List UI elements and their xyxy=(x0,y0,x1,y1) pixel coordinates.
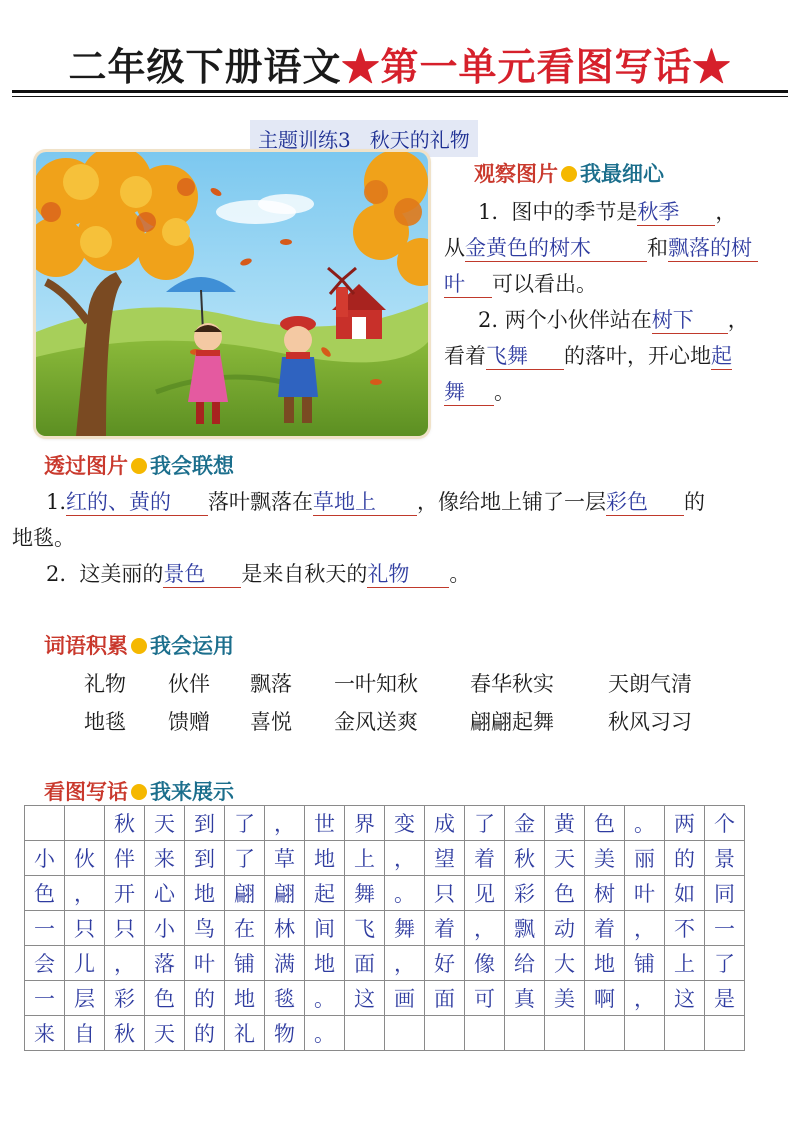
grid-cell xyxy=(625,1016,665,1051)
grid-cell: 到 xyxy=(185,841,225,876)
grid-cell: 开 xyxy=(105,876,145,911)
grid-cell: 景 xyxy=(705,841,745,876)
grid-cell xyxy=(385,1016,425,1051)
grid-cell: 上 xyxy=(665,946,705,981)
observe-q1-line3: 叶 可以看出。 xyxy=(444,272,597,296)
answer-blank: 起 xyxy=(711,344,732,368)
grid-cell: 见 xyxy=(465,876,505,911)
grid-cell: 彩 xyxy=(505,876,545,911)
grid-cell: 秋 xyxy=(505,841,545,876)
grid-row xyxy=(25,911,745,946)
grid-cell: 儿 xyxy=(65,946,105,981)
grid-cell: 草 xyxy=(265,841,305,876)
answer-blank: 舞 xyxy=(444,379,494,406)
answer-blank: 飘落的树 xyxy=(668,235,758,262)
grid-cell xyxy=(65,806,105,841)
grid-cell: 小 xyxy=(145,911,185,946)
grid-cell: 画 xyxy=(385,981,425,1016)
grid-cell: 层 xyxy=(65,981,105,1016)
grid-row xyxy=(25,981,745,1016)
answer-blank: 礼物 xyxy=(367,561,449,588)
grid-cell: 铺 xyxy=(225,946,265,981)
grid-cell: 毯 xyxy=(265,981,305,1016)
grid-cell: 。 xyxy=(305,981,345,1016)
grid-cell: 秋 xyxy=(105,806,145,841)
vocab-word: 春华秋实 xyxy=(470,672,554,696)
grid-row xyxy=(25,946,745,981)
vocab-word: 秋风习习 xyxy=(608,710,692,734)
grid-cell: 一 xyxy=(25,911,65,946)
grid-cell: 这 xyxy=(345,981,385,1016)
grid-cell: ， xyxy=(105,946,145,981)
answer-blank: 秋季 xyxy=(637,199,715,226)
grid-cell xyxy=(465,1016,505,1051)
grid-cell: 动 xyxy=(545,911,585,946)
grid-cell xyxy=(585,1016,625,1051)
grid-cell: 地 xyxy=(305,841,345,876)
grid-cell: 界 xyxy=(345,806,385,841)
star-icon: ★ xyxy=(692,44,732,89)
vocab-word: 喜悦 xyxy=(250,710,292,734)
autumn-scene-image xyxy=(36,152,428,436)
grid-cell: 了 xyxy=(465,806,505,841)
grid-cell: 同 xyxy=(705,876,745,911)
grid-cell: 不 xyxy=(665,911,705,946)
grid-row xyxy=(25,876,745,911)
grid-cell: 一 xyxy=(25,981,65,1016)
grid-cell: 天 xyxy=(145,1016,185,1051)
grid-cell: 着 xyxy=(465,841,505,876)
grid-cell: 在 xyxy=(225,911,265,946)
autumn-illustration xyxy=(36,152,428,436)
answer-blank: 叶 xyxy=(444,271,492,298)
grid-cell: ， xyxy=(385,946,425,981)
grid-cell: 金 xyxy=(505,806,545,841)
vocab-word: 一叶知秋 xyxy=(334,672,418,696)
title-left: 二年级下册语文 xyxy=(68,44,342,89)
vocab-word: 飘落 xyxy=(250,672,292,696)
grid-cell: 彩 xyxy=(105,981,145,1016)
grid-cell xyxy=(705,1016,745,1051)
grid-cell: 了 xyxy=(225,806,265,841)
grid-cell: 了 xyxy=(225,841,265,876)
grid-cell: 起 xyxy=(305,876,345,911)
observe-q2-line1: 2. 两个小伙伴站在树下 ， xyxy=(478,308,749,332)
grid-cell: 林 xyxy=(265,911,305,946)
grid-cell: 叶 xyxy=(185,946,225,981)
associate-title: 透过图片 xyxy=(44,453,128,478)
page-title xyxy=(0,36,800,91)
grid-cell: 只 xyxy=(425,876,465,911)
associate-line1: 1.红的、黄的 落叶飘落在草地上 ，像给地上铺了一层彩色 的 xyxy=(46,490,706,514)
grid-cell: 色 xyxy=(545,876,585,911)
grid-cell: 礼 xyxy=(225,1016,265,1051)
grid-cell: 的 xyxy=(185,1016,225,1051)
grid-cell: 舞 xyxy=(385,911,425,946)
grid-cell: 一 xyxy=(705,911,745,946)
grid-cell: 地 xyxy=(305,946,345,981)
grid-cell: 落 xyxy=(145,946,185,981)
grid-cell xyxy=(425,1016,465,1051)
grid-cell: 飘 xyxy=(505,911,545,946)
grid-cell xyxy=(25,806,65,841)
grid-cell: 伴 xyxy=(105,841,145,876)
title-right: 第一单元看图写话 xyxy=(380,44,693,89)
grid-cell: 小 xyxy=(25,841,65,876)
grid-cell: 美 xyxy=(585,841,625,876)
grid-cell: 色 xyxy=(585,806,625,841)
writing-title: 看图写话 xyxy=(44,779,128,804)
grid-cell: 叶 xyxy=(625,876,665,911)
grid-cell: 地 xyxy=(185,876,225,911)
grid-cell: 自 xyxy=(65,1016,105,1051)
grid-cell: 鸟 xyxy=(185,911,225,946)
grid-cell: 间 xyxy=(305,911,345,946)
grid-cell: 天 xyxy=(145,806,185,841)
grid-cell: ， xyxy=(65,876,105,911)
grid-cell: 天 xyxy=(545,841,585,876)
grid-cell: 只 xyxy=(105,911,145,946)
vocab-word: 天朗气清 xyxy=(608,672,692,696)
grid-cell: 大 xyxy=(545,946,585,981)
answer-blank: 草地上 xyxy=(313,489,417,516)
observe-q1-line2: 从金黄色的树木 和飘落的树 xyxy=(444,230,758,266)
grid-cell: 如 xyxy=(665,876,705,911)
grid-cell: 两 xyxy=(665,806,705,841)
answer-blank: 红的、黄的 xyxy=(66,489,208,516)
vocab-word: 馈赠 xyxy=(168,710,210,734)
grid-cell: ， xyxy=(385,841,425,876)
title-rule-thick xyxy=(12,90,788,93)
grid-cell: 的 xyxy=(185,981,225,1016)
grid-cell: 这 xyxy=(665,981,705,1016)
grid-cell: 满 xyxy=(265,946,305,981)
grid-cell: 上 xyxy=(345,841,385,876)
grid-cell: 铺 xyxy=(625,946,665,981)
grid-cell: 成 xyxy=(425,806,465,841)
grid-cell: ， xyxy=(265,806,305,841)
associate-section-title xyxy=(44,450,234,480)
grid-cell: 伙 xyxy=(65,841,105,876)
grid-cell xyxy=(505,1016,545,1051)
observe-q2-line2: 看着飞舞 的落叶，开心地起 xyxy=(444,344,732,368)
grid-cell: 个 xyxy=(705,806,745,841)
grid-cell: 望 xyxy=(425,841,465,876)
grid-cell: 啊 xyxy=(585,981,625,1016)
vocab-section-title xyxy=(44,630,234,660)
grid-cell xyxy=(545,1016,585,1051)
dot-icon xyxy=(131,784,147,800)
grid-cell: ， xyxy=(465,911,505,946)
vocab-word: 地毯 xyxy=(84,710,126,734)
grid-cell: 。 xyxy=(625,806,665,841)
vocab-word: 金风送爽 xyxy=(334,710,418,734)
topic-subtitle: 主题训练3 秋天的礼物 xyxy=(250,120,478,157)
vocab-word: 礼物 xyxy=(84,672,126,696)
grid-cell: 美 xyxy=(545,981,585,1016)
associate-line2: 2. 这美丽的景色 是来自秋天的礼物 。 xyxy=(46,562,471,586)
grid-cell: 翩 xyxy=(225,876,265,911)
writing-tag: 我来展示 xyxy=(150,779,234,804)
grid-cell: ， xyxy=(625,911,665,946)
observe-title: 观察图片 xyxy=(474,161,558,186)
vocab-word: 翩翩起舞 xyxy=(470,710,554,734)
grid-cell: 飞 xyxy=(345,911,385,946)
grid-cell: 树 xyxy=(585,876,625,911)
vocab-tag: 我会运用 xyxy=(150,633,234,658)
grid-row xyxy=(25,1016,745,1051)
grid-cell: 地 xyxy=(225,981,265,1016)
grid-cell: 世 xyxy=(305,806,345,841)
answer-blank: 树下 xyxy=(652,307,728,334)
grid-row xyxy=(25,806,745,841)
grid-cell: 心 xyxy=(145,876,185,911)
grid-cell: 是 xyxy=(705,981,745,1016)
grid-cell: 来 xyxy=(25,1016,65,1051)
grid-cell: 了 xyxy=(705,946,745,981)
grid-cell: 来 xyxy=(145,841,185,876)
grid-cell: 面 xyxy=(425,981,465,1016)
grid-cell: 给 xyxy=(505,946,545,981)
grid-cell: 面 xyxy=(345,946,385,981)
observe-q1-line1: 1. 图中的季节是秋季 ， xyxy=(478,200,737,224)
grid-cell: 的 xyxy=(665,841,705,876)
grid-cell xyxy=(665,1016,705,1051)
grid-cell: 黄 xyxy=(545,806,585,841)
grid-cell: 只 xyxy=(65,911,105,946)
dot-icon xyxy=(131,638,147,654)
writing-section-title xyxy=(44,776,234,806)
grid-cell: 翩 xyxy=(265,876,305,911)
grid-cell: 地 xyxy=(585,946,625,981)
grid-cell: 物 xyxy=(265,1016,305,1051)
vocab-title: 词语积累 xyxy=(44,633,128,658)
grid-cell: 色 xyxy=(145,981,185,1016)
grid-cell: 丽 xyxy=(625,841,665,876)
answer-blank: 彩色 xyxy=(606,489,684,516)
grid-cell: 。 xyxy=(385,876,425,911)
grid-cell: 变 xyxy=(385,806,425,841)
associate-tag: 我会联想 xyxy=(150,453,234,478)
grid-cell: 着 xyxy=(585,911,625,946)
vocab-word: 伙伴 xyxy=(168,672,210,696)
grid-cell: 真 xyxy=(505,981,545,1016)
observe-section-title xyxy=(474,158,664,188)
grid-cell xyxy=(345,1016,385,1051)
grid-cell: 到 xyxy=(185,806,225,841)
associate-line1-cont: 地毯。 xyxy=(12,526,75,550)
vocab-row-1 xyxy=(0,668,800,698)
observe-tag: 我最细心 xyxy=(580,161,664,186)
grid-cell: ， xyxy=(625,981,665,1016)
dot-icon xyxy=(561,166,577,182)
grid-cell: 色 xyxy=(25,876,65,911)
grid-cell: 可 xyxy=(465,981,505,1016)
observe-q2-line3: 舞 。 xyxy=(444,380,515,404)
grid-cell: 秋 xyxy=(105,1016,145,1051)
grid-cell: 着 xyxy=(425,911,465,946)
answer-blank: 飞舞 xyxy=(486,343,564,370)
dot-icon xyxy=(131,458,147,474)
grid-cell: 会 xyxy=(25,946,65,981)
title-rule-thin xyxy=(12,96,788,97)
star-icon: ★ xyxy=(341,44,381,89)
answer-blank: 金黄色的树木 xyxy=(465,235,647,262)
grid-row xyxy=(25,841,745,876)
vocab-row-2 xyxy=(0,706,800,736)
grid-cell: 好 xyxy=(425,946,465,981)
composition-grid xyxy=(24,805,745,1051)
answer-blank: 景色 xyxy=(163,561,241,588)
grid-cell: 。 xyxy=(305,1016,345,1051)
grid-cell: 像 xyxy=(465,946,505,981)
grid-cell: 舞 xyxy=(345,876,385,911)
